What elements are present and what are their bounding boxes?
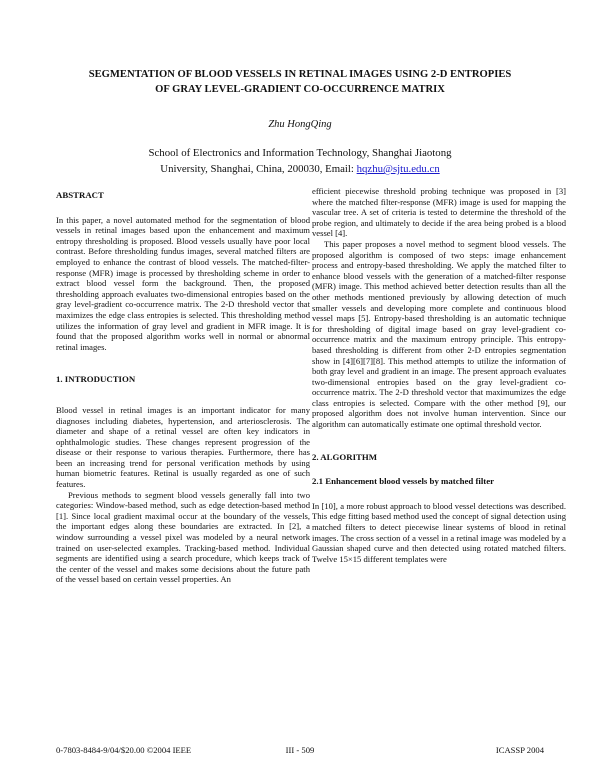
introduction-paragraph-1: Blood vessel in retinal images is an important indicator for many diagnoses including diabetes, hypertension, and arteriosclerosis. The diameter and shape of a retinal vessel are often key indicators in ophthalmologic studies. These changes represent progression of the disease or their response to various therapies. Furthermore, there has been an increasing trend for personal verification methods by using human biometric features. Retinal is usually regarded as one of such features.	[56, 404, 310, 490]
introduction-paragraph-2: Previous methods to segment blood vessels generally fall into two categories: Window-based method, such as edge detection-based method [1]. Since local gradient maximal occur at the boundary of the vessels, the important edges along these boundaries are extracted. In [2], a window surrounding a vessel pixel was modeled by a neural network trained on user-selected examples. Tracking-based method. Individual segments are identified using a search procedure, which keeps track of the center of the vessel and makes some decisions about the future path of the vessel based on certain vessel properties. An	[56, 489, 310, 585]
paper-title	[40, 67, 560, 97]
affiliation	[40, 145, 560, 177]
right-paragraph-3: In [10], a more robust approach to blood vessel detections was described. This edge fitting based method used the concept of signal detection using matched filters to detect piecewise linear systems of blood in retinal images. The cross section of a vessel in a retinal image was modeled by a Gaussian shaped curve and then detected using rotated matched filters. Twelve 15×15 different templates were	[312, 500, 566, 564]
algorithm-heading: 2. ALGORITHM	[312, 451, 378, 462]
abstract-heading: ABSTRACT	[56, 190, 104, 200]
subsection-heading: 2.1 Enhancement blood vessels by matched filter	[312, 476, 495, 487]
email-link[interactable]: hqzhu@sjtu.edu.cn	[356, 163, 440, 175]
affiliation-line-2	[40, 161, 560, 177]
title-line-2: OF GRAY LEVEL-GRADIENT CO-OCCURRENCE MATRIX	[155, 84, 445, 95]
abstract-text: In this paper, a novel automated method for the segmentation of blood vessels in retinal images based upon the enhancement and maximum entropy thresholding is proposed. Blood vessels usually have poor local contrast. Before thresholding fundus images, several matched filters are employed to enhance the contrast of blood vessels. The matched-filter-response (MFR) image is processed by thresholding scheme in order to extract blood vessel form the background. Then, the proposed thresholding approach evaluates two-dimensional entropies based on the gray level-gradient co-occurrence matrix. The 2-D threshold vector that maximizes the edge class entropies is selected. This thresholding method utilizes the information of gray level and gradient in MFR image. It is found that the proposed algorithm works well in normal or abnormal retinal images.	[56, 214, 310, 352]
title-line-1: SEGMENTATION OF BLOOD VESSELS IN RETINAL IMAGES USING 2-D ENTROPIES	[88, 69, 512, 80]
introduction-heading: 1. INTRODUCTION	[56, 374, 136, 385]
right-paragraph-continued: efficient piecewise threshold probing technique was proposed in [3] where the matched filter-response (MFR) image is used for mapping the vascular tree. A set of criteria is tested to determine the threshold of the probe region, and ultimately to decide if the area being probed is a blood vessel [4].	[312, 186, 566, 239]
left-column	[56, 190, 310, 585]
author-name: Zhu HongQing	[268, 119, 332, 130]
footer-copyright: 0-7803-8484-9/04/$20.00 ©2004 IEEE	[56, 745, 192, 755]
right-column	[312, 186, 566, 564]
affiliation-line-1: School of Electronics and Information Technology, Shanghai Jiaotong	[148, 147, 452, 159]
footer-page-number: III - 509	[285, 745, 315, 755]
footer-conference: ICASSP 2004	[495, 745, 544, 755]
affiliation-prefix: University, Shanghai, China, 200030, Email:	[160, 163, 357, 175]
right-paragraph-2: This paper proposes a novel method to segment blood vessels. The proposed algorithm is composed of two steps: image enhancement process and entropy-based thresholding. We apply the matched filter to enhance blood vessels with the generation of a matched-filter response (MFR) image. This method achieved better detection results than all the other methods mentioned previously by allowing detection of much smaller vessels and developing more complete and continuous blood vessel maps [5]. Entropy-based thresholding is an automatic technique for thresholding of digital image based on gray level-gradient co-occurrence matrix and the maximum entropy principle. This entropy-based thresholding is different from other 2-D entropies segmentation show in [4][6][7][8]. This method attempts to utilize the information of both gray level and gradient in an image. The present approach evaluates two-dimensional entropies based on the gray level-gradient co-occurrence matrix. The 2-D threshold vector that maximumizes the edge class entropies is selected. Compare with the other method [9], our proposed algorithm does not involve human intervention. Since our algorithm can automatically estimate one optimal threshold vector.	[312, 238, 566, 430]
